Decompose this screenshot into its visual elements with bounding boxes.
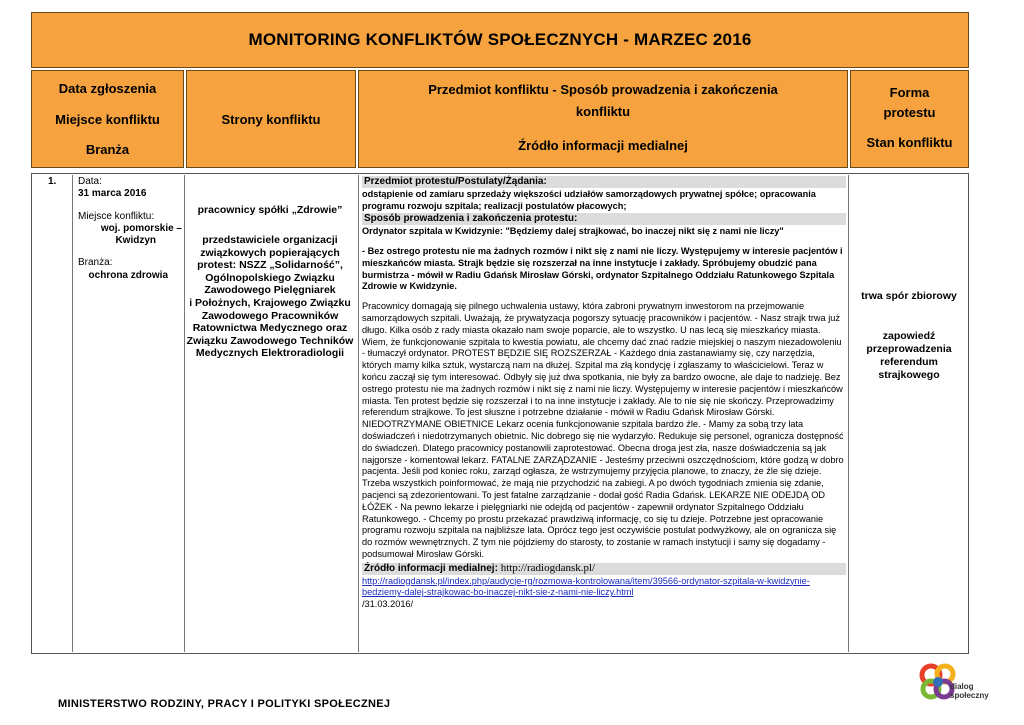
header-branch-label: Branża xyxy=(85,142,130,157)
method-quote-text: - Bez ostrego protestu nie ma żadnych rozmów i nikt się z nami nie liczy. Występujemy w interesie pacjentów i mieszkańców miasta. Strajk będzie się rozszerzał na inne instytucje i zakłady. Spróbujemy obudzić pana burmistrza - mówił w Radiu Gdańsk Mirosław Górski, ordynator Szpitalnego Oddziału Ratunkowego Szpitala Zdrowie w Kwidzynie. xyxy=(362,245,843,292)
header-subject-line1: Przedmiot konfliktu - Sposób prowadzenia i zakończenia xyxy=(428,82,778,97)
protest-form: trwa spór zbiorowy xyxy=(861,290,957,302)
conflict-status xyxy=(852,330,966,382)
column-divider xyxy=(848,175,849,652)
ministry-footer: MINISTERSTWO RODZINY, PRACY I POLITYKI SPOŁECZNEJ xyxy=(58,698,391,710)
logo-text-line: dialog xyxy=(950,682,974,691)
party-union-line: Zawodowego Pracowników xyxy=(201,309,339,322)
place-value-line2: Kwidzyn xyxy=(115,235,156,247)
status-line: przeprowadzenia xyxy=(866,343,952,355)
logo-text-line: społeczny xyxy=(950,690,989,700)
report-title: MONITORING KONFLIKTÓW SPOŁECZNYCH - MARZEC 2016 xyxy=(248,30,752,49)
header-col-parties xyxy=(186,70,356,168)
branch-value: ochrona zdrowia xyxy=(88,269,168,281)
header-form-line2: protestu xyxy=(883,105,936,120)
column-divider xyxy=(184,175,185,652)
header-status-label: Stan konfliktu xyxy=(866,135,953,150)
source-article-link[interactable]: http://radiogdansk.pl/index.php/audycje-rg/rozmowa-kontrolowana/item/39566-ordynator-szpitala-w-kwidzynie-bedziemy-dalej-strajkowac-bo-inaczej-nikt-sie-z-nami-nie-liczy.html xyxy=(362,575,810,598)
header-subject-line2: konfliktu xyxy=(575,104,631,119)
header-source-label: Źródło informacji medialnej xyxy=(518,138,688,153)
method-header: Sposób prowadzenia i zakończenia protestu: xyxy=(362,213,846,225)
party-unions xyxy=(186,234,354,360)
date-label: Data: xyxy=(78,176,102,187)
party-union-line: Związku Zawodowego Techników xyxy=(186,334,354,347)
method-quote-title: Ordynator szpitala w Kwidzynie: "Będziemy dalej strajkować, bo inaczej nikt się z nami nie liczy" xyxy=(362,226,784,237)
party-union-line: przedstawiciele organizacji xyxy=(202,234,338,246)
party-union-line: i Położnych, Krajowego Związku xyxy=(189,296,351,309)
status-line: strajkowego xyxy=(878,369,940,381)
source-domain: http://radiogdansk.pl/ xyxy=(500,561,596,574)
party-union-line: Ogólnopolskiego Związku xyxy=(205,271,335,284)
party-workers: pracownicy spółki „Zdrowie” xyxy=(197,204,343,216)
subject-header: Przedmiot protestu/Postulaty/Żądania: xyxy=(362,176,846,188)
method-article-text: Pracownicy domagają się pilnego uchwalenia ustawy, która zabroni prywatnym inwestorom na przejmowanie samorządowych szpitali. Uważają, że prywatyzacja pogorszy sytuację pracowników i pacjentów. - Nasz strajk trwa już długo. Kilka osób z rady miasta okazało nam swoje poparcie, ale to wszystko. U nas lecą się mieszkańcy miasta. Wiem, że funkcjonowanie szpitala to kwestia powiatu, ale chcemy dać znać radzie miejskiej o naszym niezadowoleniu - tłumaczył ordynator. PROTEST BĘDZIE SIĘ ROZSZERZAŁ - Każdego dnia zastanawiamy się, czy narzędzia, których mamy kilka sztuk, wystarczą nam na dłużej. Szpital ma złą kondycję i zgłaszamy to właścicielowi. Teraz w końcu zaczął się tym interesować. Odbyły się już dwa spotkania, nie były za bardzo owocne, ale daje to nadzieję. Bez ostrego protestu nie ma żadnych rozmów i nikt się z nami nie liczy. Występujemy w interesie pacjentów i mieszkańców miasta. Ten protest będzie się rozszerzał i to na inne instytucje i zakłady. Ale to nie się nie skończy. Przeprowadzimy referendum strajkowe. To jest słuszne i potrzebne działanie - mówił w Radiu Gdańsk Mirosław Górski. NIEDOTRZYMANE OBIETNICE Lekarz ocenia funkcjonowanie szpitala bardzo źle. - Mamy za sobą trzy lata doświadczeń i niedotrzymanych obietnic. Nic dobrego się nie wydarzyło. Redukuje się personel, ogranicza dostępność do świadczeń. Dlatego pracownicy postanowili zaprotestować. Obecna droga jest zła, nasze doświadczenia są jak najgorsze - komentował lekarz. FATALNE ZARZĄDZANIE - Jesteśmy przeciwni oszczędnościom, które godzą w dobro pacjenta. Jeśli pod koniec roku, zarząd ogłasza, że wstrzymujemy przyjęcia planowe, to znaczy, że źle się dzieje. Trzeba wszystkich poinformować, że mają nie przychodzić na zabiegi. A po dwóch tygodniach zmienia się zdanie, pacjenci są zdezorientowani. To jest fatalne zarządzanie - dodał gość Radia Gdańsk. LEKARZE NIE ODEJDĄ OD ŁÓŻEK - Na pewno lekarze i pielęgniarki nie odejdą od pacjentów - zapewnił ordynator Szpitalnego Oddziału Ratunkowego. - Chcemy po prostu przekazać prawdziwą informację, co się tu dzieje. Potrzebne jest opracowanie programu rozwoju szpitala na najbliższe lata. Oprócz tego jest oczywiście postulat podwyżkowy, ale on ogranicza się do rozmów wewnętrznych. Z tym nie pójdziemy do starosty, to zostanie w ramach instytucji i samy się dogadamy - podsumował Mirosław Górski. xyxy=(362,301,844,559)
source-header-label: Źródło informacji medialnej: xyxy=(364,562,498,574)
header-parties-label: Strony konfliktu xyxy=(221,112,321,127)
conflict-details-cell xyxy=(362,176,846,611)
branch-label: Branża: xyxy=(78,257,113,269)
date-place-cell xyxy=(78,176,182,282)
source-header xyxy=(362,563,846,575)
column-divider xyxy=(72,175,73,652)
party-union-line: Ratownictwa Medycznego oraz xyxy=(192,322,348,335)
header-form-line1: Forma xyxy=(889,85,930,100)
date-value: 31 marca 2016 xyxy=(78,188,147,200)
party-union-line: protest: NSZZ „Solidarność”, xyxy=(197,259,343,272)
status-line: zapowiedź xyxy=(882,330,936,342)
row-number: 1. xyxy=(48,176,57,187)
party-union-line: Zawodowego Pielęgniarek xyxy=(204,284,336,297)
column-divider xyxy=(358,175,359,652)
header-col-subject xyxy=(358,70,848,168)
header-place-label: Miejsce konfliktu xyxy=(55,112,160,127)
party-union-line: związkowych popierających xyxy=(200,246,340,259)
source-date: /31.03.2016/ xyxy=(362,599,414,610)
status-line: referendum xyxy=(880,356,938,368)
header-col-form xyxy=(850,70,969,168)
report-title-bar xyxy=(31,12,969,68)
place-label: Miejsce konfliktu: xyxy=(78,210,155,222)
logo-text xyxy=(950,683,989,700)
party-union-line: Medycznych Elektroradiologii xyxy=(195,347,345,360)
header-col-date xyxy=(31,70,184,168)
place-value-line1: woj. pomorskie – xyxy=(100,222,182,234)
subject-text: odstąpienie od zamiaru sprzedaży większości udziałów samorządowych prywatnej spółce; opracowania programu rozwoju szpitala; realizacji postulatów płacowych; xyxy=(362,188,816,211)
header-date-label: Data zgłoszenia xyxy=(58,81,157,96)
